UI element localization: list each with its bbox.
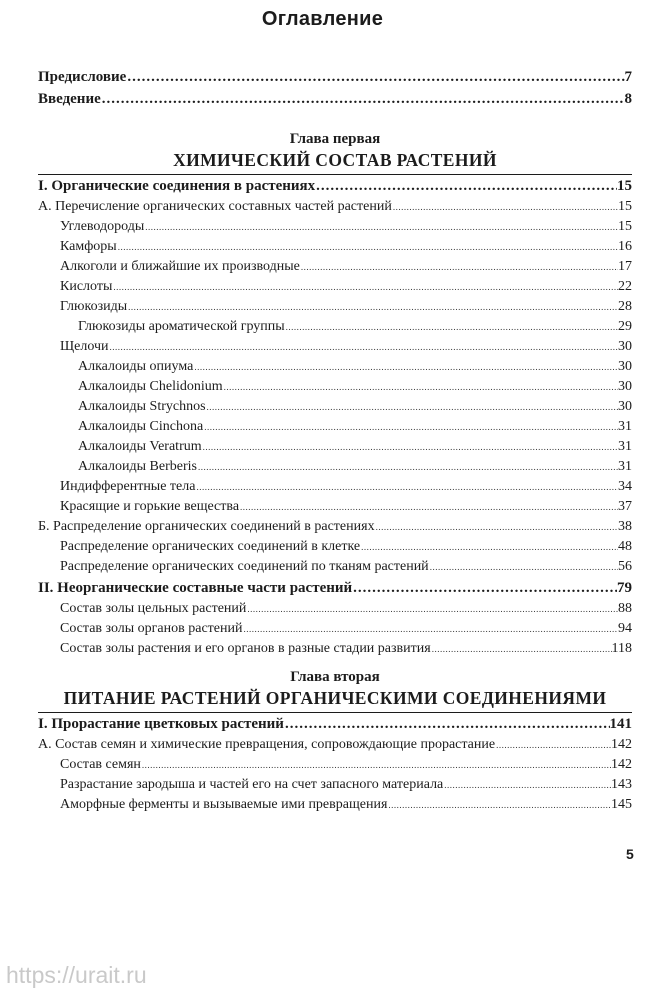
toc-entry[interactable] xyxy=(38,755,632,775)
toc-entry[interactable] xyxy=(38,477,632,497)
toc-entry-page: 142 xyxy=(611,737,632,752)
toc-entry-title: Щелочи xyxy=(60,339,109,354)
toc-entry-title: А. Состав семян и химические превращения, сопровождающие прорастание xyxy=(38,737,496,752)
toc-entry-page: 30 xyxy=(618,339,632,354)
toc-entry-title: А. Перечисление органических составных частей растений xyxy=(38,199,392,214)
toc-entry[interactable] xyxy=(38,517,632,537)
toc-entry[interactable] xyxy=(38,297,632,317)
toc-entry-page: 37 xyxy=(618,499,632,514)
toc-entry-title: Алкоголи и ближайшие их производные xyxy=(60,259,300,274)
toc-entry[interactable] xyxy=(38,88,632,110)
toc-entry[interactable] xyxy=(38,599,632,619)
toc-entry-title: Алкалоиды Strychnos xyxy=(78,399,206,414)
toc-entry-title: Состав золы органов растений xyxy=(60,621,243,636)
toc-entry-title: Введение xyxy=(38,91,101,107)
chapter-name: ХИМИЧЕСКИЙ СОСТАВ РАСТЕНИЙ xyxy=(173,150,497,170)
toc-entry-title: Углеводороды xyxy=(60,219,145,234)
toc-entry-title: Алкалоиды опиума xyxy=(78,359,194,374)
toc-entry-page: 88 xyxy=(618,601,632,616)
toc-entry-page: 8 xyxy=(624,91,632,107)
toc-entry-page: 56 xyxy=(618,559,632,574)
watermark-url: https://urait.ru xyxy=(6,962,147,988)
toc-entry-page: 48 xyxy=(618,539,632,554)
chapter-heading xyxy=(38,130,632,172)
toc-entry-page: 31 xyxy=(618,459,632,474)
toc-entry[interactable] xyxy=(38,775,632,795)
toc-entry-page: 15 xyxy=(618,219,632,234)
toc-entry-title: Глюкозиды xyxy=(60,299,128,314)
toc-entry-page: 7 xyxy=(624,69,632,85)
toc-entry-title: Камфоры xyxy=(60,239,117,254)
chapter-heading xyxy=(38,668,632,710)
chapter-label: Глава вторая xyxy=(290,669,380,685)
chapter-2 xyxy=(38,668,632,815)
toc-entry-title: Алкалоиды Chelidonium xyxy=(78,379,223,394)
toc-entry-title: Глюкозиды ароматической группы xyxy=(78,319,285,334)
chapter-label: Глава первая xyxy=(289,131,381,147)
chapter-name: ПИТАНИЕ РАСТЕНИЙ ОРГАНИЧЕСКИМИ СОЕДИНЕНИЯМИ xyxy=(63,688,607,708)
toc-entry-title: Состав золы цельных растений xyxy=(60,601,247,616)
toc-entry-title: Алкалоиды Berberis xyxy=(78,459,197,474)
toc-entry[interactable] xyxy=(38,713,632,735)
toc-entry-page: 30 xyxy=(618,359,632,374)
toc-entry[interactable] xyxy=(38,175,632,197)
toc-entry-page: 34 xyxy=(618,479,632,494)
toc-entry-title: Красящие и горькие вещества xyxy=(60,499,240,514)
toc-entry[interactable] xyxy=(38,217,632,237)
toc-entry-page: 22 xyxy=(618,279,632,294)
toc-entry-page: 141 xyxy=(609,716,632,732)
toc-entry-page: 16 xyxy=(618,239,632,254)
toc-entry-title: I. Органические соединения в растениях xyxy=(38,178,316,194)
toc-entry-page: 28 xyxy=(618,299,632,314)
toc-entry-title: Кислоты xyxy=(60,279,113,294)
toc-entry-title: I. Прорастание цветковых растений xyxy=(38,716,284,732)
toc-entry-page: 30 xyxy=(618,399,632,414)
toc-entry[interactable] xyxy=(38,377,632,397)
toc-entry[interactable] xyxy=(38,317,632,337)
toc-entry-page: 118 xyxy=(611,641,632,656)
toc-entry[interactable] xyxy=(38,357,632,377)
chapter-1 xyxy=(38,130,632,659)
toc-entry[interactable] xyxy=(38,337,632,357)
toc-entry[interactable] xyxy=(38,237,632,257)
toc-entry-page: 142 xyxy=(611,757,632,772)
toc-entry-page: 94 xyxy=(618,621,632,636)
toc-entry-title: Распределение органических соединений по тканям растений xyxy=(60,559,429,574)
toc-entry-page: 145 xyxy=(611,797,632,812)
toc-entry-title: Алкалоиды Veratrum xyxy=(78,439,202,454)
toc-entry-page: 15 xyxy=(618,199,632,214)
page-number: 5 xyxy=(626,846,634,862)
front-matter xyxy=(38,66,632,110)
toc-entry[interactable] xyxy=(38,437,632,457)
toc-entry-page: 29 xyxy=(618,319,632,334)
toc-entry[interactable] xyxy=(38,457,632,477)
toc-entry[interactable] xyxy=(38,537,632,557)
toc-entry-title: Аморфные ферменты и вызываемые ими превращения xyxy=(60,797,388,812)
toc-entry-page: 30 xyxy=(618,379,632,394)
toc-entry-title: Б. Распределение органических соединений в растениях xyxy=(38,519,375,534)
toc-entry-page: 38 xyxy=(618,519,632,534)
toc-entry[interactable] xyxy=(38,557,632,577)
toc-entry-title: Алкалоиды Cinchona xyxy=(78,419,204,434)
toc-entry-page: 15 xyxy=(617,178,632,194)
toc-entry[interactable] xyxy=(38,417,632,437)
toc-entry-title: Разрастание зародыша и частей его на счет запасного материала xyxy=(60,777,444,792)
toc-entry[interactable] xyxy=(38,735,632,755)
toc-entry[interactable] xyxy=(38,197,632,217)
page-title: Оглавление xyxy=(261,8,384,30)
toc-entry-page: 143 xyxy=(611,777,632,792)
toc-entry-page: 31 xyxy=(618,419,632,434)
toc-entry[interactable] xyxy=(38,66,632,88)
toc-entry-title: Состав семян xyxy=(60,757,141,772)
toc-entry-title: Состав золы растения и его органов в разные стадии развития xyxy=(60,641,431,656)
toc-entry[interactable] xyxy=(38,497,632,517)
toc-entry[interactable] xyxy=(38,577,632,599)
toc-entry-title: Индифферентные тела xyxy=(60,479,196,494)
toc-entry-title: II. Неорганические составные части растений xyxy=(38,580,353,596)
toc-entry[interactable] xyxy=(38,277,632,297)
toc-entry[interactable] xyxy=(38,257,632,277)
toc-entry-title: Распределение органических соединений в клетке xyxy=(60,539,361,554)
toc-entry[interactable] xyxy=(38,795,632,815)
toc-entry-page: 79 xyxy=(617,580,632,596)
toc-entry[interactable] xyxy=(38,619,632,639)
toc-entry-page: 17 xyxy=(618,259,632,274)
toc-entry[interactable] xyxy=(38,639,632,659)
toc-entry-title: Предисловие xyxy=(38,69,127,85)
toc-entry[interactable] xyxy=(38,397,632,417)
toc-entry-page: 31 xyxy=(618,439,632,454)
